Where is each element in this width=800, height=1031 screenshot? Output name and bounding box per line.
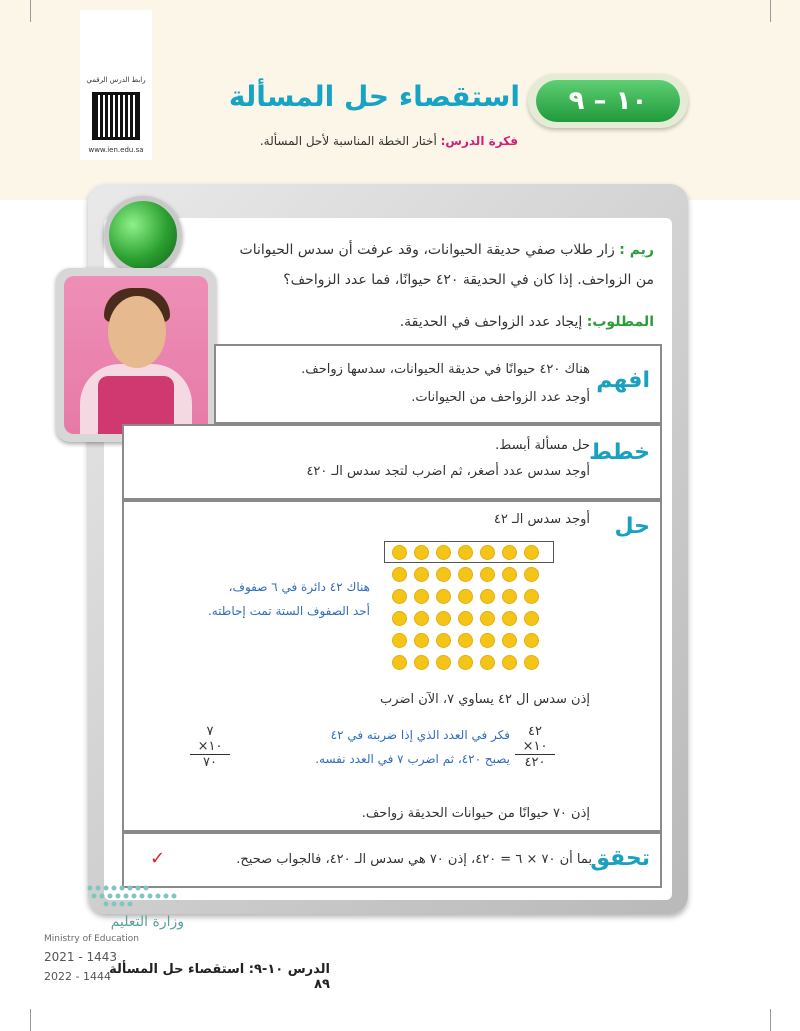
grid-dot bbox=[436, 633, 451, 648]
plan-line-1: حل مسألة أبسط. bbox=[495, 438, 590, 453]
grid-dot bbox=[524, 545, 539, 560]
grid-dot bbox=[480, 655, 495, 670]
grid-dot bbox=[480, 567, 495, 582]
qr-block[interactable] bbox=[80, 10, 152, 160]
grid-dot bbox=[414, 567, 429, 582]
grid-dot bbox=[502, 633, 517, 648]
grid-dot bbox=[502, 589, 517, 604]
grid-dot bbox=[524, 655, 539, 670]
footer-text bbox=[90, 962, 330, 992]
grid-dot bbox=[524, 589, 539, 604]
dot-note-1: هناك ٤٢ دائرة في ٦ صفوف، bbox=[228, 580, 370, 594]
solve-then-text: إذن سدس ال ٤٢ يساوي ٧، الآن اضرب bbox=[380, 692, 590, 707]
grid-dot bbox=[458, 655, 473, 670]
mult-right bbox=[190, 724, 230, 770]
crop-mark bbox=[30, 1009, 31, 1031]
student-photo bbox=[56, 268, 216, 442]
grid-dot bbox=[392, 545, 407, 560]
idea-label: فكرة الدرس: bbox=[440, 134, 518, 148]
step-plan bbox=[122, 424, 662, 500]
mult-left-top: ٤٢ bbox=[528, 724, 542, 739]
page-number: ٨٩ bbox=[314, 977, 330, 992]
page-title: استقصاء حل المسألة bbox=[228, 80, 520, 113]
grid-dot bbox=[458, 545, 473, 560]
plan-line-2: أوجد سدس عدد أصغر، ثم اضرب لتجد سدس الـ ٤٢٠ bbox=[306, 464, 590, 479]
grid-dot bbox=[502, 545, 517, 560]
understand-line-1: هناك ٤٢٠ حيوانًا في حديقة الحيوانات، سدسها زواحف. bbox=[301, 362, 590, 377]
plan-label: خطط bbox=[589, 440, 650, 465]
grid-dot bbox=[392, 655, 407, 670]
green-ball-icon bbox=[104, 196, 182, 274]
solve-conclusion: إذن ٧٠ حيوانًا من حيوانات الحديقة زواحف. bbox=[361, 806, 590, 821]
required-label: المطلوب: bbox=[586, 314, 654, 330]
mult-left-mid: ×١٠ bbox=[515, 739, 555, 755]
think-line-2: يصبح ٤٢٠، ثم اضرب ٧ في العدد نفسه. bbox=[315, 752, 510, 766]
mult-right-top: ٧ bbox=[206, 724, 214, 739]
mult-left-result: ٤٢٠ bbox=[524, 755, 546, 770]
grid-dot bbox=[480, 633, 495, 648]
grid-dot bbox=[414, 545, 429, 560]
qr-code-icon[interactable] bbox=[92, 92, 140, 140]
grid-dot bbox=[458, 567, 473, 582]
required-text: إيجاد عدد الزواحف في الحديقة. bbox=[399, 314, 583, 330]
grid-dot bbox=[436, 611, 451, 626]
grid-dot bbox=[524, 611, 539, 626]
think-line-1: فكر في العدد الذي إذا ضربته في ٤٢ bbox=[330, 728, 510, 742]
grid-dot bbox=[480, 611, 495, 626]
grid-dot bbox=[458, 589, 473, 604]
grid-dot bbox=[480, 589, 495, 604]
lesson-number: ١٠ – ٩ bbox=[536, 80, 680, 122]
footer-year: 2022 - 1444 bbox=[44, 970, 111, 983]
footer-lesson: الدرس ١٠-٩: استقصاء حل المسألة bbox=[109, 962, 330, 977]
student-name: ريم : bbox=[619, 242, 654, 258]
crop-mark bbox=[770, 1009, 771, 1031]
grid-dot bbox=[392, 567, 407, 582]
grid-dot bbox=[524, 633, 539, 648]
idea-text: أختار الخطة المناسبة لأحل المسألة. bbox=[259, 134, 437, 148]
photo-background bbox=[64, 276, 208, 434]
page-footer bbox=[0, 962, 800, 992]
problem-text-1: زار طلاب صفي حديقة الحيوانات، وقد عرفت أن سدس الحيوانات bbox=[239, 242, 615, 258]
qr-url: www.ien.edu.sa bbox=[88, 146, 144, 154]
solve-label: حل bbox=[614, 514, 650, 539]
mult-right-mid: ×١٠ bbox=[190, 739, 230, 755]
grid-dot bbox=[414, 633, 429, 648]
mult-right-result: ٧٠ bbox=[203, 755, 217, 770]
grid-dot bbox=[414, 611, 429, 626]
grid-dot bbox=[436, 545, 451, 560]
ministry-name: وزارة التعليم bbox=[110, 914, 184, 930]
grid-dot bbox=[480, 545, 495, 560]
grid-dot bbox=[524, 567, 539, 582]
grid-dot bbox=[414, 589, 429, 604]
check-label: تحقق bbox=[590, 846, 650, 871]
ministry-name-en: Ministry of Education bbox=[44, 934, 139, 944]
grid-dot bbox=[436, 589, 451, 604]
grid-dot bbox=[392, 589, 407, 604]
mult-left bbox=[515, 724, 555, 770]
grid-dot bbox=[502, 655, 517, 670]
grid-dot bbox=[502, 611, 517, 626]
problem-text-2: من الزواحف. إذا كان في الحديقة ٤٢٠ حيوانًا، فما عدد الزواحف؟ bbox=[283, 272, 654, 288]
grid-dot bbox=[436, 567, 451, 582]
ministry-logo-icon bbox=[84, 882, 180, 908]
grid-dot bbox=[414, 655, 429, 670]
solve-find-text: أوجد سدس الـ ٤٢ bbox=[493, 512, 590, 527]
required-line bbox=[226, 310, 654, 334]
qr-caption: رابط الدرس الرقمي bbox=[86, 76, 146, 84]
edition-year: 2021 - 1443 bbox=[44, 950, 118, 964]
understand-line-2: أوجد عدد الزواحف من الحيوانات. bbox=[411, 390, 590, 405]
grid-dot bbox=[458, 611, 473, 626]
photo-face bbox=[108, 296, 166, 368]
checkmark-icon: ✓ bbox=[150, 848, 166, 869]
grid-dot bbox=[458, 633, 473, 648]
check-text: بما أن ٧٠ × ٦ = ٤٢٠، إذن ٧٠ هي سدس الـ ٤٢٠، فالجواب صحيح. bbox=[236, 852, 592, 867]
grid-dot bbox=[392, 611, 407, 626]
crop-mark bbox=[30, 0, 31, 22]
lesson-idea bbox=[200, 134, 518, 148]
dot-note-2: أحد الصفوف الستة تمت إحاطته. bbox=[207, 604, 370, 618]
understand-label: افهم bbox=[596, 368, 650, 393]
problem-line-1 bbox=[226, 238, 654, 262]
grid-dot bbox=[392, 633, 407, 648]
step-understand bbox=[214, 344, 662, 424]
lesson-number-badge bbox=[528, 74, 688, 128]
crop-mark bbox=[770, 0, 771, 22]
grid-dot bbox=[502, 567, 517, 582]
grid-dot bbox=[436, 655, 451, 670]
